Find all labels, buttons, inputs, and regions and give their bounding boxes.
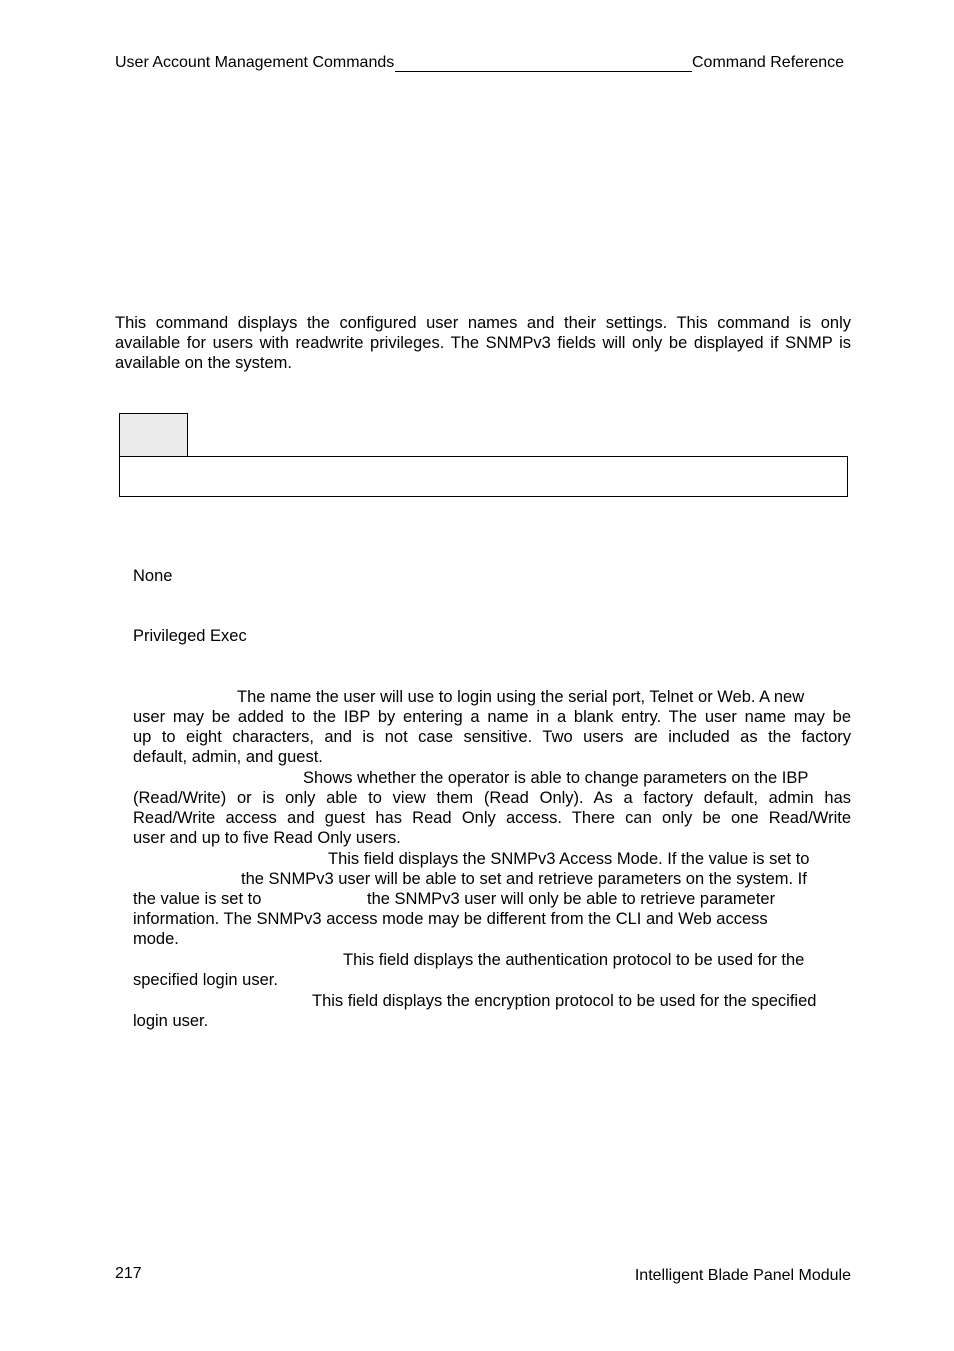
- default-value: None: [133, 567, 173, 585]
- footer-title: Intelligent Blade Panel Module: [634, 1267, 851, 1284]
- user-name-desc-line: The name the user will use to login using the serial port, Telnet or Web. A new: [237, 688, 805, 706]
- user-name-desc-line: user may be added to the IBP by entering a name in a blank entry. The user name may be: [133, 708, 851, 726]
- intro-paragraph: This command displays the configured user names and their settings. This command is only available for users with readwrite privileges. The SNMPv3 fields will only be displayed if SNMP is available on the system.: [115, 314, 851, 373]
- syntax-box: [119, 456, 848, 497]
- snmpv3-access-desc-line: This field displays the SNMPv3 Access Mode. If the value is set to: [328, 850, 810, 868]
- header-left: User Account Management Commands: [115, 54, 395, 71]
- access-mode-desc-line: user and up to five Read Only users.: [133, 829, 401, 847]
- snmpv3-access-desc-line: the SNMPv3 user will be able to set and retrieve parameters on the system. If: [241, 870, 807, 888]
- snmpv3-access-desc-line: information. The SNMPv3 access mode may be different from the CLI and Web access: [133, 910, 768, 928]
- access-mode-desc-line: (Read/Write) or is only able to view them (Read Only). As a factory default, admin has: [133, 789, 851, 807]
- command-mode: Privileged Exec: [133, 627, 247, 645]
- snmpv3-access-desc-line: the SNMPv3 user will only be able to retrieve parameter: [367, 890, 776, 908]
- access-mode-desc-line: Shows whether the operator is able to change parameters on the IBP: [303, 769, 809, 787]
- encryption-desc-line: This field displays the encryption protocol to be used for the specified: [312, 992, 817, 1010]
- user-name-desc-line: up to eight characters, and is not case sensitive. Two users are included as the factory: [133, 728, 851, 746]
- encryption-desc-line: login user.: [133, 1012, 209, 1030]
- snmpv3-access-desc-line: mode.: [133, 930, 179, 948]
- authentication-desc-line: This field displays the authentication protocol to be used for the: [343, 951, 805, 969]
- header-rule: [395, 71, 692, 72]
- syntax-label-box: [119, 413, 188, 456]
- user-name-desc-line: default, admin, and guest.: [133, 748, 323, 766]
- snmpv3-access-desc-line: the value is set to: [133, 890, 262, 908]
- header-right: Command Reference: [692, 54, 845, 71]
- page-number: 217: [115, 1265, 142, 1282]
- access-mode-desc-line: Read/Write access and guest has Read Only access. There can only be one Read/Write: [133, 809, 851, 827]
- authentication-desc-line: specified login user.: [133, 971, 278, 989]
